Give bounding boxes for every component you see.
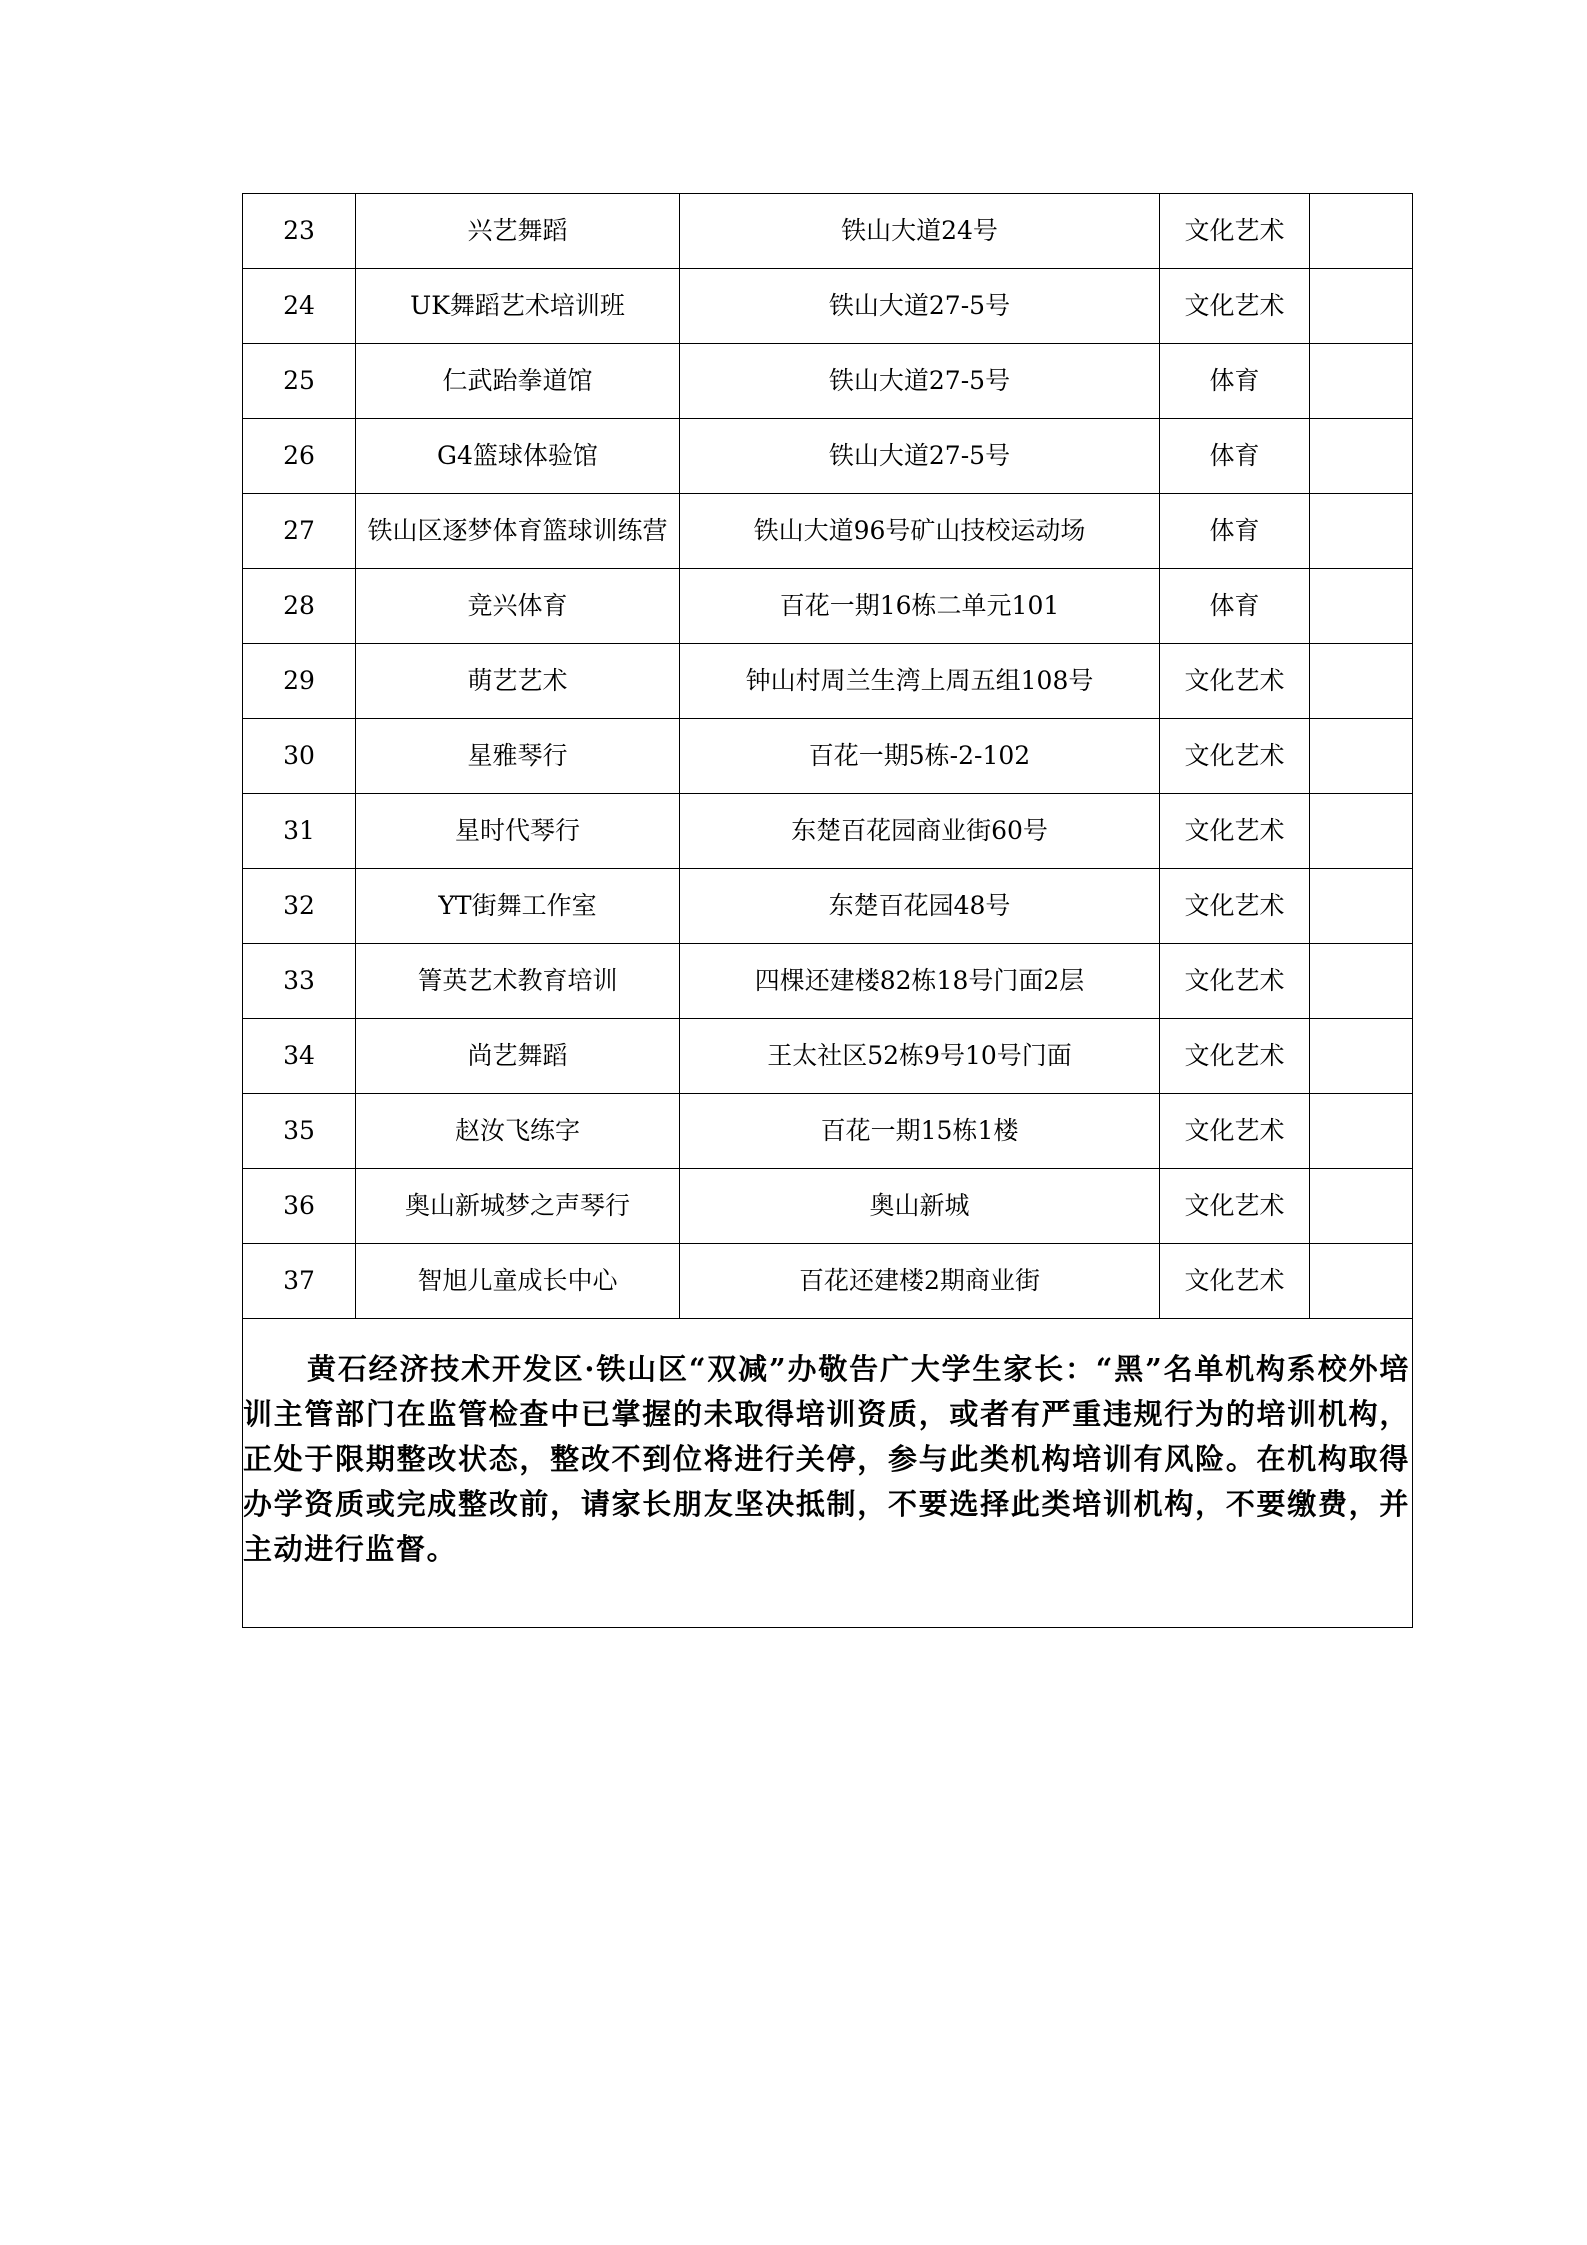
row-number-cell: 35 (243, 1094, 356, 1169)
row-number-cell: 36 (243, 1169, 356, 1244)
row-number-cell: 34 (243, 1019, 356, 1094)
institution-name-cell: 箐英艺术教育培训 (356, 944, 680, 1019)
row-number-cell: 32 (243, 869, 356, 944)
address-cell: 铁山大道24号 (680, 194, 1160, 269)
address-cell: 百花还建楼2期商业街 (680, 1244, 1160, 1319)
category-cell: 文化艺术 (1160, 1244, 1310, 1319)
category-cell: 体育 (1160, 494, 1310, 569)
category-cell: 文化艺术 (1160, 794, 1310, 869)
address-cell: 钟山村周兰生湾上周五组108号 (680, 644, 1160, 719)
notice-cell (243, 1319, 1413, 1628)
address-cell: 四棵还建楼82栋18号门面2层 (680, 944, 1160, 1019)
row-number-cell: 29 (243, 644, 356, 719)
note-cell (1310, 569, 1413, 644)
row-number-cell: 33 (243, 944, 356, 1019)
institution-name-cell: 星时代琴行 (356, 794, 680, 869)
table-row (243, 1094, 1413, 1169)
table-row (243, 494, 1413, 569)
note-cell (1310, 944, 1413, 1019)
table-row (243, 1244, 1413, 1319)
table-row (243, 1169, 1413, 1244)
category-cell: 文化艺术 (1160, 269, 1310, 344)
table-row (243, 944, 1413, 1019)
address-cell: 百花一期5栋-2-102 (680, 719, 1160, 794)
category-cell: 文化艺术 (1160, 1169, 1310, 1244)
category-cell: 文化艺术 (1160, 1019, 1310, 1094)
note-cell (1310, 1244, 1413, 1319)
row-number-cell: 28 (243, 569, 356, 644)
table-body (243, 194, 1413, 1319)
institution-name-cell: 仁武跆拳道馆 (356, 344, 680, 419)
institution-name-cell: 星雅琴行 (356, 719, 680, 794)
table-row (243, 869, 1413, 944)
address-cell: 东楚百花园48号 (680, 869, 1160, 944)
address-cell: 铁山大道27-5号 (680, 419, 1160, 494)
note-cell (1310, 1019, 1413, 1094)
category-cell: 文化艺术 (1160, 944, 1310, 1019)
row-number-cell: 37 (243, 1244, 356, 1319)
table-row (243, 794, 1413, 869)
table-row (243, 269, 1413, 344)
address-cell: 王太社区52栋9号10号门面 (680, 1019, 1160, 1094)
institution-name-cell: 尚艺舞蹈 (356, 1019, 680, 1094)
institution-table (242, 193, 1413, 1628)
row-number-cell: 26 (243, 419, 356, 494)
category-cell: 文化艺术 (1160, 869, 1310, 944)
table-row (243, 194, 1413, 269)
table-row (243, 419, 1413, 494)
institution-name-cell: 智旭儿童成长中心 (356, 1244, 680, 1319)
category-cell: 文化艺术 (1160, 719, 1310, 794)
address-cell: 百花一期16栋二单元101 (680, 569, 1160, 644)
category-cell: 文化艺术 (1160, 644, 1310, 719)
institution-name-cell: YT街舞工作室 (356, 869, 680, 944)
category-cell: 文化艺术 (1160, 194, 1310, 269)
row-number-cell: 31 (243, 794, 356, 869)
notice-text: 黄石经济技术开发区·铁山区“双减”办敬告广大学生家长：“黑”名单机构系校外培训主管部门在监管检查中已掌握的未取得培训资质，或者有严重违规行为的培训机构，正处于限期整改状态，整改不到位将进行关停，参与此类机构培训有风险。在机构取得办学资质或完成整改前，请家长朋友坚决抵制，不要选择此类培训机构，不要缴费，并主动进行监督。 (243, 1352, 1410, 1566)
row-number-cell: 30 (243, 719, 356, 794)
note-cell (1310, 1094, 1413, 1169)
institution-name-cell: 铁山区逐梦体育篮球训练营 (356, 494, 680, 569)
institution-name-cell: 竞兴体育 (356, 569, 680, 644)
institution-name-cell: 萌艺艺术 (356, 644, 680, 719)
row-number-cell: 27 (243, 494, 356, 569)
table-row (243, 344, 1413, 419)
table-row (243, 1019, 1413, 1094)
note-cell (1310, 1169, 1413, 1244)
institution-name-cell: 赵汝飞练字 (356, 1094, 680, 1169)
note-cell (1310, 794, 1413, 869)
row-number-cell: 24 (243, 269, 356, 344)
category-cell: 体育 (1160, 569, 1310, 644)
note-cell (1310, 494, 1413, 569)
note-cell (1310, 869, 1413, 944)
address-cell: 铁山大道27-5号 (680, 269, 1160, 344)
table-row (243, 569, 1413, 644)
institution-name-cell: G4篮球体验馆 (356, 419, 680, 494)
category-cell: 体育 (1160, 344, 1310, 419)
row-number-cell: 23 (243, 194, 356, 269)
table-row (243, 644, 1413, 719)
note-cell (1310, 194, 1413, 269)
note-cell (1310, 419, 1413, 494)
note-cell (1310, 719, 1413, 794)
institution-name-cell: 奥山新城梦之声琴行 (356, 1169, 680, 1244)
table-row (243, 719, 1413, 794)
address-cell: 百花一期15栋1楼 (680, 1094, 1160, 1169)
address-cell: 东楚百花园商业街60号 (680, 794, 1160, 869)
note-cell (1310, 344, 1413, 419)
address-cell: 铁山大道27-5号 (680, 344, 1160, 419)
address-cell: 奥山新城 (680, 1169, 1160, 1244)
address-cell: 铁山大道96号矿山技校运动场 (680, 494, 1160, 569)
row-number-cell: 25 (243, 344, 356, 419)
institution-name-cell: 兴艺舞蹈 (356, 194, 680, 269)
notice-row (243, 1319, 1413, 1628)
note-cell (1310, 269, 1413, 344)
category-cell: 文化艺术 (1160, 1094, 1310, 1169)
category-cell: 体育 (1160, 419, 1310, 494)
institution-name-cell: UK舞蹈艺术培训班 (356, 269, 680, 344)
note-cell (1310, 644, 1413, 719)
